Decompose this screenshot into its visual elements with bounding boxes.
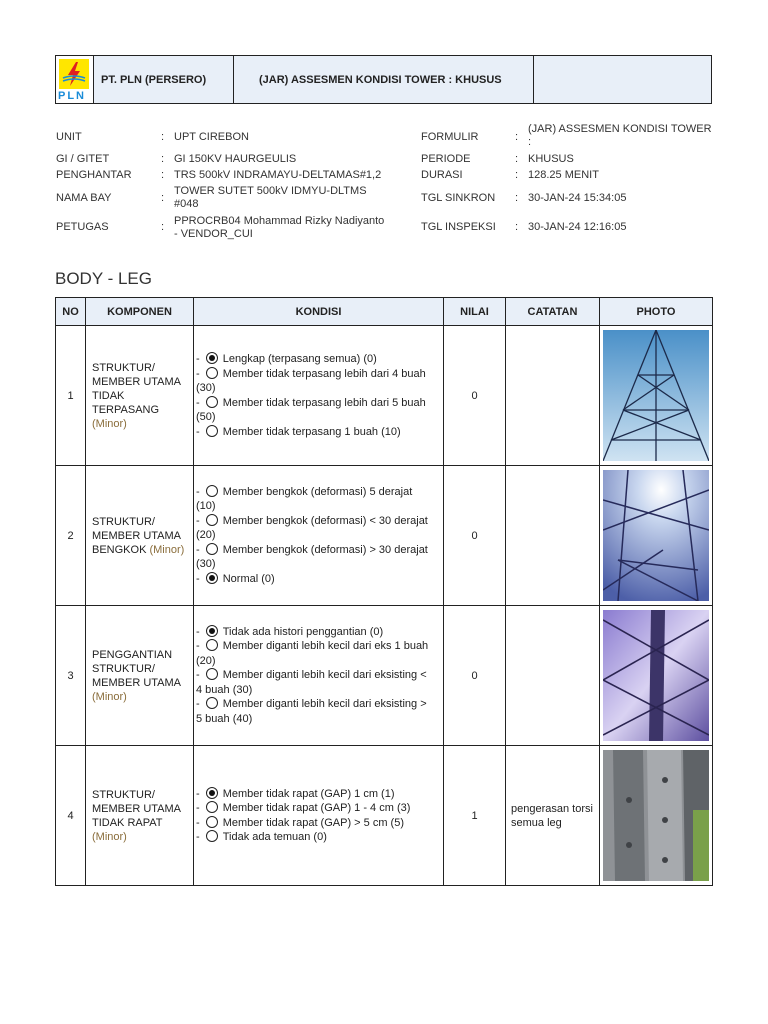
row-kondisi <box>194 606 444 746</box>
option-label: Member diganti lebih kecil dari eks 1 buah <box>222 640 429 653</box>
table-header-row <box>56 298 713 326</box>
info-value-line: : <box>528 136 532 148</box>
option-label: Member tidak terpasang lebih dari 5 buah <box>222 396 426 409</box>
option-label: Lengkap (terpasang semua) (0) <box>222 353 377 365</box>
info-label-periode: PERIODE <box>421 153 471 165</box>
info-colon: : <box>515 153 519 165</box>
info-value-durasi: 128.25 MENIT <box>528 169 599 181</box>
info-label-nama-bay: NAMA BAY <box>56 192 112 204</box>
komponen-line: STRUKTUR/ <box>92 788 155 801</box>
info-colon: : <box>161 221 165 233</box>
option-line: - Tidak ada temuan (0) <box>196 831 327 843</box>
option-label: Member tidak rapat (GAP) 1 - 4 cm (3) <box>222 802 411 814</box>
radio-button[interactable] <box>206 543 218 555</box>
radio-button[interactable] <box>206 787 218 799</box>
radio-button[interactable] <box>206 352 218 364</box>
radio-button[interactable] <box>206 514 218 526</box>
option-label-cont: 5 buah (40) <box>196 712 253 725</box>
info-label-tgl-inspeksi: TGL INSPEKSI <box>421 221 496 233</box>
row-kondisi <box>194 326 444 466</box>
info-value-tgl-inspeksi: 30-JAN-24 12:16:05 <box>528 221 627 233</box>
pln-logo <box>56 56 93 103</box>
komponen-line: MEMBER UTAMA <box>92 529 182 542</box>
radio-button[interactable] <box>206 396 218 408</box>
col-header-komponen: KOMPONEN <box>86 298 194 326</box>
radio-button[interactable] <box>206 572 218 584</box>
option-line: - Member tidak rapat (GAP) > 5 cm (5) <box>196 816 404 829</box>
catatan-line: pengerasan torsi <box>511 802 593 815</box>
row-komponen <box>86 746 194 886</box>
tower-photo[interactable] <box>603 610 709 741</box>
radio-button[interactable] <box>206 830 218 842</box>
row-catatan <box>506 326 600 466</box>
option-label: Normal (0) <box>222 572 275 585</box>
info-colon: : <box>161 131 165 143</box>
option-label-cont: 4 buah (30) <box>196 683 253 696</box>
table-row <box>56 326 713 466</box>
row-no: 1 <box>56 326 86 466</box>
radio-button[interactable] <box>206 801 218 813</box>
option-label: Member bengkok (deformasi) < 30 derajat <box>222 514 428 527</box>
radio-button[interactable] <box>206 425 218 437</box>
komponen-text: BENGKOK <box>92 543 147 556</box>
komponen-line: PENGGANTIAN <box>92 648 173 661</box>
severity-label: (Minor) <box>149 543 185 556</box>
option-label-cont: (30) <box>196 382 216 394</box>
option-line: - Member bengkok (deformasi) > 30 derajat <box>196 543 428 556</box>
komponen-line <box>92 543 189 557</box>
info-label-tgl-sinkron: TGL SINKRON <box>421 192 496 204</box>
info-value-gi: GI 150KV HAURGEULIS <box>174 153 297 165</box>
info-label-durasi: DURASI <box>421 169 463 181</box>
col-header-catatan: CATATAN <box>506 298 600 326</box>
form-title: (JAR) ASSESMEN KONDISI TOWER : KHUSUS <box>233 56 533 103</box>
info-value-unit: UPT CIREBON <box>174 131 249 143</box>
logo-text: PLN <box>58 90 86 102</box>
company-name: PT. PLN (PERSERO) <box>93 56 233 103</box>
info-value-line: PPROCRB04 Mohammad Rizky Nadiyanto <box>174 215 385 227</box>
komponen-line: TERPASANG <box>92 403 160 416</box>
komponen-line: STRUKTUR/ <box>92 361 155 374</box>
option-label: Member tidak rapat (GAP) > 5 cm (5) <box>222 816 404 829</box>
option-line: - Member tidak rapat (GAP) 1 cm (1) <box>196 787 395 800</box>
col-header-nilai: NILAI <box>444 298 506 326</box>
tower-photo[interactable] <box>603 750 709 881</box>
radio-button[interactable] <box>206 625 218 637</box>
info-colon: : <box>515 169 519 181</box>
radio-button[interactable] <box>206 816 218 828</box>
table-row <box>56 466 713 606</box>
komponen-line: MEMBER UTAMA <box>92 375 182 388</box>
komponen-line: TIDAK RAPAT <box>92 816 163 829</box>
komponen-line: STRUKTUR/ <box>92 515 155 528</box>
komponen-line: STRUKTUR/ <box>92 662 155 675</box>
info-value-line: - VENDOR_CUI <box>174 228 253 240</box>
option-line: - Member diganti lebih kecil dari eksisting > <box>196 698 427 711</box>
row-nilai: 0 <box>444 466 506 606</box>
assessment-table <box>55 297 713 886</box>
option-label-cont: (20) <box>196 654 216 667</box>
option-label: Member tidak terpasang 1 buah (10) <box>222 425 401 438</box>
info-colon: : <box>515 131 519 143</box>
row-no: 2 <box>56 466 86 606</box>
form-header <box>55 55 712 104</box>
row-no: 3 <box>56 606 86 746</box>
option-label: Tidak ada temuan (0) <box>222 831 327 843</box>
table-row <box>56 606 713 746</box>
info-label-unit: UNIT <box>56 131 82 143</box>
option-line: - Normal (0) <box>196 572 275 585</box>
row-kondisi <box>194 746 444 886</box>
severity-label: (Minor) <box>92 417 127 430</box>
severity-label: (Minor) <box>92 690 127 703</box>
option-line: - Member tidak terpasang 1 buah (10) <box>196 425 401 438</box>
row-kondisi <box>194 466 444 606</box>
row-no: 4 <box>56 746 86 886</box>
option-line: - Member bengkok (deformasi) < 30 derajat <box>196 514 428 527</box>
row-photo <box>600 466 713 606</box>
info-value-tgl-sinkron: 30-JAN-24 15:34:05 <box>528 192 627 204</box>
option-label: Member tidak rapat (GAP) 1 cm (1) <box>222 787 395 800</box>
row-catatan <box>506 466 600 606</box>
row-photo <box>600 606 713 746</box>
info-colon: : <box>161 153 165 165</box>
option-line: - Member tidak terpasang lebih dari 4 buah <box>196 367 426 380</box>
komponen-line: MEMBER UTAMA <box>92 802 182 815</box>
info-value-line: #048 <box>174 198 199 210</box>
col-header-kondisi: KONDISI <box>194 298 444 326</box>
option-label: Tidak ada histori penggantian (0) <box>222 625 384 638</box>
info-value-formulir <box>528 123 712 149</box>
info-colon: : <box>161 169 165 181</box>
option-line: - Member diganti lebih kecil dari eksisting < <box>196 669 427 682</box>
severity-label: (Minor) <box>92 830 127 843</box>
info-colon: : <box>161 192 165 204</box>
col-header-no: NO <box>56 298 86 326</box>
option-line: - Lengkap (terpasang semua) (0) <box>196 353 377 365</box>
info-value-penghantar: TRS 500kV INDRAMAYU-DELTAMAS#1,2 <box>174 169 382 181</box>
row-catatan <box>506 746 600 886</box>
row-nilai: 0 <box>444 606 506 746</box>
catatan-line: semua leg <box>511 816 562 829</box>
row-nilai: 0 <box>444 326 506 466</box>
info-label-petugas: PETUGAS <box>56 221 109 233</box>
info-label-gi: GI / GITET <box>56 153 110 165</box>
radio-button[interactable] <box>206 668 218 680</box>
info-label-penghantar: PENGHANTAR <box>56 169 132 181</box>
info-value-periode: KHUSUS <box>528 153 574 165</box>
option-line: - Tidak ada histori penggantian (0) <box>196 625 384 638</box>
radio-button[interactable] <box>206 697 218 709</box>
komponen-line: TIDAK <box>92 389 125 402</box>
radio-button[interactable] <box>206 639 218 651</box>
radio-button[interactable] <box>206 485 218 497</box>
komponen-line: MEMBER UTAMA <box>92 676 182 689</box>
option-label: Member diganti lebih kecil dari eksisting > <box>222 698 427 711</box>
lightning-icon <box>59 59 89 89</box>
section-title: BODY - LEG <box>55 269 152 288</box>
option-label: Member tidak terpasang lebih dari 4 buah <box>222 367 426 380</box>
info-colon: : <box>515 221 519 233</box>
row-photo <box>600 326 713 466</box>
option-label-cont: (20) <box>196 529 216 542</box>
col-header-photo: PHOTO <box>600 298 713 326</box>
tower-photo[interactable] <box>603 330 709 461</box>
option-label: Member diganti lebih kecil dari eksisting < <box>222 669 427 682</box>
option-label: Member bengkok (deformasi) > 30 derajat <box>222 543 428 556</box>
option-line: - Member bengkok (deformasi) 5 derajat (10) <box>196 485 413 513</box>
info-value-nama-bay <box>174 185 367 211</box>
row-catatan <box>506 606 600 746</box>
option-line: - Member tidak terpasang lebih dari 5 buah <box>196 396 426 409</box>
tower-photo[interactable] <box>603 470 709 601</box>
info-label-formulir: FORMULIR <box>421 131 479 143</box>
header-empty-cell <box>533 56 711 103</box>
table-row <box>56 746 713 886</box>
radio-button[interactable] <box>206 367 218 379</box>
info-colon: : <box>515 192 519 204</box>
option-line: - Member tidak rapat (GAP) 1 - 4 cm (3) <box>196 802 411 814</box>
info-value-line: TOWER SUTET 500kV IDMYU-DLTMS <box>174 185 367 197</box>
row-nilai: 1 <box>444 746 506 886</box>
option-label: Member bengkok (deformasi) 5 derajat (10) <box>196 485 413 513</box>
info-value-petugas <box>174 215 384 241</box>
option-label-cont: (30) <box>196 558 216 571</box>
row-komponen <box>86 466 194 606</box>
row-komponen <box>86 606 194 746</box>
info-value-line: (JAR) ASSESMEN KONDISI TOWER <box>528 123 712 135</box>
option-label-cont: (50) <box>196 411 216 423</box>
option-line: - Member diganti lebih kecil dari eks 1 buah <box>196 640 429 653</box>
row-photo <box>600 746 713 886</box>
row-komponen <box>86 326 194 466</box>
